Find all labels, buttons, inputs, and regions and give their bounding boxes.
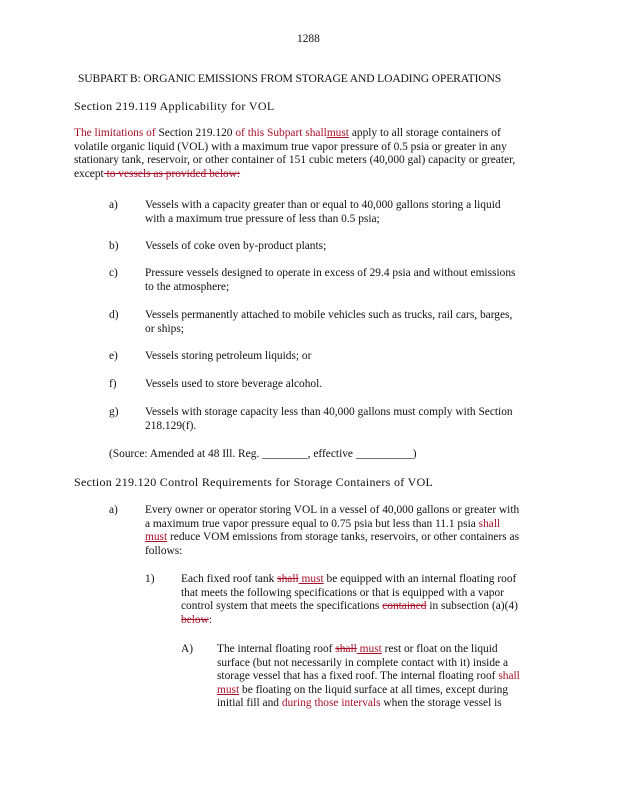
one-line-3 — [181, 600, 518, 614]
item-label: e) — [109, 350, 118, 362]
item-line: Pressure vessels designed to operate in excess of 29.4 psia and without emissions — [145, 267, 516, 279]
item-label: d) — [109, 309, 119, 321]
A-line-2: surface (but not necessarily in complete contact with it) inside a — [217, 656, 508, 669]
a-line-2-inserted: shall — [478, 517, 501, 530]
A-line-1 — [217, 643, 520, 657]
A-inserted-1: must — [356, 643, 382, 655]
one-text-3: control system that meets the specifications — [181, 600, 383, 613]
item-line: 218.129(f). — [145, 419, 197, 432]
A-text-6: when the storage vessel is — [380, 697, 502, 710]
A-inserted-2: shall — [498, 670, 520, 683]
intro-text-3: except — [74, 167, 104, 180]
A-inserted-3: must — [217, 683, 240, 696]
source-note: (Source: Amended at 48 Ill. Reg. ________, effective __________) — [109, 448, 417, 460]
item-label: b) — [109, 240, 119, 252]
one-line-2: that meets the following specifications or that is equipped with a vapor — [181, 586, 504, 599]
item-label: c) — [109, 267, 118, 279]
item-line: or ships; — [145, 322, 184, 335]
item-label: f) — [109, 378, 117, 390]
A-text-1: The internal floating roof — [217, 643, 336, 655]
item-text — [145, 378, 322, 392]
item-label: 1) — [145, 573, 155, 585]
one-inserted-1: must — [298, 573, 324, 585]
section-120-heading: Section 219.120 Control Requirements for Storage Containers of VOL — [74, 475, 434, 489]
intro-deleted-1: to vessels as provided below: — [103, 167, 241, 180]
item-line: Vessels storing petroleum liquids; or — [145, 350, 312, 362]
intro-inserted-3: shall — [302, 127, 327, 139]
A-text-3: storage vessel that has a fixed roof. The internal floating roof — [217, 670, 499, 683]
A-line-4 — [217, 684, 520, 698]
item-line: Vessels with a capacity greater than or equal to 40,000 gallons storing a liquid — [145, 199, 501, 211]
item-line: with a maximum true pressure of less than 0.5 psia; — [145, 212, 380, 225]
section-119-heading: Section 219.119 Applicability for VOL — [74, 99, 275, 113]
item-label: A) — [181, 643, 194, 655]
a-line-3-text: reduce VOM emissions from storage tanks, reservoirs, or other containers as — [167, 531, 520, 544]
A-inserted-4: during those intervals — [281, 697, 381, 710]
intro-line-3: stationary tank, reservoir, or other container of 151 cubic meters (40,000 gal) capacity or greater, — [74, 154, 516, 167]
a-line-4: follows: — [145, 544, 183, 557]
item-line: Vessels permanently attached to mobile vehicles such as trucks, rail cars, barges, — [145, 309, 513, 321]
A-text-2: rest or float on the liquid — [381, 643, 498, 655]
intro-line-1 — [74, 127, 554, 141]
item-line: Vessels used to store beverage alcohol. — [145, 378, 323, 390]
item-label: a) — [109, 199, 118, 211]
A-line-5 — [217, 697, 520, 711]
intro-text-1: Section 219.120 — [155, 127, 236, 139]
subpart-title: SUBPART B: ORGANIC EMISSIONS FROM STORAGE AND LOADING OPERATIONS — [78, 72, 502, 85]
section-119-intro — [74, 127, 554, 181]
item-text — [217, 643, 520, 711]
a-line-1: Every owner or operator storing VOL in a vessel of 40,000 gallons or greater with — [145, 504, 520, 516]
intro-inserted-1: The limitations of — [74, 127, 156, 139]
item-text — [181, 573, 518, 627]
item-text — [145, 267, 515, 294]
one-line-4 — [181, 614, 518, 628]
a-line-2-text: a maximum true vapor pressure equal to 0.75 psia but less than 11.1 psia — [145, 517, 479, 530]
item-line: Vessels with storage capacity less than 40,000 gallons must comply with Section — [145, 406, 513, 418]
one-text-2: be equipped with an internal floating roof — [323, 573, 517, 585]
intro-line-4 — [74, 168, 554, 182]
A-text-4: be floating on the liquid surface at all times, except during — [239, 683, 509, 696]
one-line-1 — [181, 573, 518, 587]
intro-inserted-4: must — [326, 127, 349, 139]
intro-inserted-2: of this Subpart — [235, 127, 303, 139]
page-number: 1288 — [297, 33, 320, 45]
a-line-3-inserted: must — [145, 531, 168, 544]
item-text — [145, 309, 512, 336]
item-text — [145, 240, 326, 254]
one-text-4: in subsection (a)(4) — [426, 600, 518, 613]
A-deleted-1: shall — [335, 643, 357, 655]
item-text — [145, 350, 311, 364]
A-text-5: initial fill and — [217, 697, 282, 710]
one-deleted-1: shall — [277, 573, 299, 585]
a-line-2 — [145, 518, 519, 532]
one-deleted-2: contained — [382, 600, 427, 613]
item-label: a) — [109, 504, 118, 516]
intro-line-2: volatile organic liquid (VOL) with a maximum true vapor pressure of 0.5 psia or greater in any — [74, 140, 507, 153]
item-line: Vessels of coke oven by-product plants; — [145, 240, 327, 252]
item-text — [145, 406, 513, 433]
a-line-3 — [145, 531, 519, 545]
item-label: g) — [109, 406, 119, 418]
one-deleted-3: below — [181, 613, 209, 626]
item-line: to the atmosphere; — [145, 280, 230, 293]
item-text — [145, 504, 519, 558]
intro-text-2: apply to all storage containers of — [348, 127, 501, 139]
A-line-3 — [217, 670, 520, 684]
one-text-1: Each fixed roof tank — [181, 573, 278, 585]
one-text-5: : — [208, 613, 213, 626]
item-text — [145, 199, 565, 226]
